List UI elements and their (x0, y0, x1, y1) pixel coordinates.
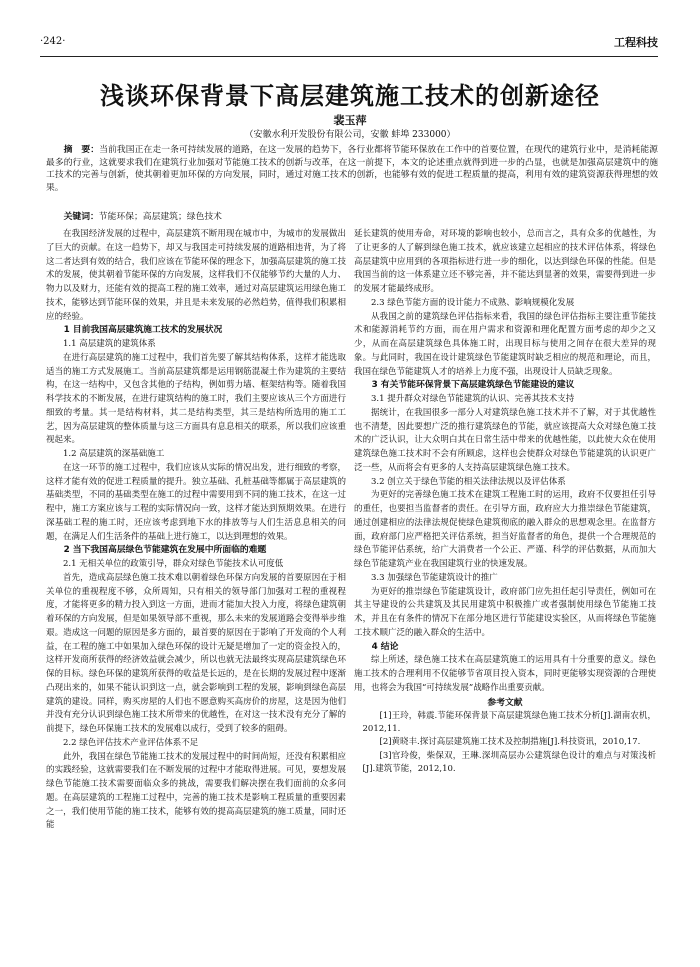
author-affiliation: （安徽水利开发股份有限公司，安徽 蚌埠 233000） (244, 130, 456, 140)
reference-item: [2]黄晓丰.探讨高层建筑施工技术及控制措施[J].科技资讯，2010,17. (379, 737, 641, 748)
page-header (40, 28, 658, 52)
subsection-heading: 3.2 创立关于绿色节能的相关法律法规以及评估体系 (371, 476, 566, 487)
references-title: 参考文献 (487, 697, 523, 708)
article-title: 浅谈环保背景下高层建筑施工技术的创新途径 (100, 82, 600, 110)
subsection-heading: 3.1 提升群众对绿色节能建筑的认识、完善其技术支持 (371, 394, 575, 404)
section-heading: 3 有关节能环保背景下高层建筑绿色节能建设的建议 (371, 380, 575, 391)
article-author: 裴玉萍 (333, 114, 367, 127)
section-heading: 1 目前我国高层建筑施工技术的发展状况 (63, 325, 223, 336)
subsection-heading: 2.1 无相关单位的政策引导，群众对绿色节能技术认可度低 (63, 559, 284, 569)
body-paragraph: 据统计，在我国很多一部分人对建筑绿色施工技术并不了解，对于其优越性也不清楚，因此要想广泛的推行建筑绿色的节能，就应该提高大众对绿色施工技术的广泛认识，让大众明白其在日常生活中带来的优越性能，以此使大众在使用建筑绿色施工技术时不会有所顾虑，这样也会使群众对绿色节能建筑的认识更广泛一些，从而将会有更多的人支持高层建筑绿色施工技术。 (354, 407, 656, 473)
section-heading: 4 结论 (371, 641, 399, 652)
body-paragraph: 在进行高层建筑的施工过程中，我们首先要了解其结构体系，这样才能选取适当的施工方式发展施工。当前高层建筑都是运用钢筋混凝土作为建筑的主要结构，在这一结构中，又包含其他的子结构，例如剪力墙、框架结构等。随着我国科学技术的不断发展，在进行建筑结构的施工时，我们主要应该从三个方面进行细致的考量。其一是结构材料，其二是结构类型，其三是结构所选用的施工工艺，因为高层建筑的整体质量与这三方面具有息息相关的联系，所以我们应该重视起来。 (46, 352, 346, 446)
keywords (46, 209, 658, 222)
body-paragraph: 从我国之前的建筑绿色评估指标来看，我国的绿色评估指标主要注重节能技术和能源消耗节约方面，而在用户需求和资源和理化配置方面考虑的却少之又少，从而在高层建筑绿色具体施工时，出现目标与使用之间存在很大差异的现象。与此同时，我国在设计建筑绿色节能建筑时缺乏相应的规范和理论，而且，我国在绿色节能建筑人才的培养上力度不强，出现设计人员缺乏现象。 (354, 311, 656, 377)
body-paragraph: 为更好的推崇绿色节能建筑设计，政府部门应先担任起引导责任，例如可在其主导建设的公共建筑及其民用建筑中积极推广或者强制使用绿色节能施工技术，并且在有条件的情况下在部分地区进行节能建设实验区，从而将绿色节能施工技术顺广泛的融入群众的生活中。 (354, 586, 656, 638)
subsection-heading: 3.3 加强绿色节能建筑设计的推广 (371, 572, 498, 583)
journal-name: 工程科技 (614, 36, 658, 49)
abstract (46, 144, 658, 195)
body-column-left (46, 228, 346, 833)
body-paragraph: 首先，造成高层绿色施工技术难以朝着绿色环保方向发展的首要原因在于相关单位的重视程度不够，众所周知，只有相关的领导部门加强对工程的重视程度，才能将更多的精力投入到这一方面，进而才能加大投入力度，将绿色建筑朝着环保的方向发展，但是如果领导部不重视，那么未来的发展道路会变得举步维艰。造成这一问题的原因是多方面的，最首要的原因在于影响了开发商的个人利益，在工程的施工中如果加入绿色环保的设计无疑是增加了一定的资金投入的，这样开发商所获得的经济效益就会减少，所以也就无法最终实现高层建筑绿色环保的目标。绿色环保的建筑所获得的收益是长远的，是在长期的发展过程中逐渐凸现出来的，如果不能认识到这一点，就会影响到工程的发展，影响到绿色高层建筑的建设。同样，购买房屋的人们也不愿意购买高房价的房屋，这是因为他们并没有充分认识到绿色施工技术所带来的优越性，在对这一技术没有充分了解的前提下，绿色环保施工技术的发展难以成行，受到了较多的阻碍。 (46, 572, 346, 734)
body-paragraph: 此外，我国在绿色节能施工技术的发展过程中的时间尚短，还没有积累相应的实践经验，这就需要我们在不断发展的过程中才能取得进展。可见，要想发展绿色节能施工技术需要面临众多的挑战，需要我们解决摆在我们面前的众多问题。在高层建筑的工程施工过程中，完善的施工技术是影响工程质量的重要因素之一，我们使用节能的施工技术，能够有效的提高高层建筑的施工质量，同时还能 (46, 751, 346, 831)
body-column-right (354, 228, 656, 777)
body-paragraph: 在我国经济发展的过程中，高层建筑不断用现在城市中，为城市的发展做出了巨大的贡献。在这一趋势下，却又与我国走可持续发展的道路相违背，为了将这二者达到有效的结合，我们应该在节能环保的理念下，加强高层建筑的施工技术的发展，使其朝着节能环保的方向发展，这样我们不仅能够节约大量的人力、物力以及财力，还能有效的提高工程的施工效率，通过对高层建筑运用绿色施工技术，能够达到节能环保的效果，并且是未来发展的必然趋势，值得我们积累相应的经验。 (46, 229, 346, 322)
references-list (354, 710, 656, 777)
reference-item: [1]王玲，韩震.节能环保背景下高层建筑绿色施工技术分析[J].湖南农机，2012,11. (362, 710, 656, 734)
body-paragraph: 综上所述，绿色施工技术在高层建筑施工的运用具有十分重要的意义。绿色施工技术的合理利用不仅能够节省项目投入资本，同时更能够实现资源的合理使用，也将会为我国“可持续发展”战略作出重要贡献。 (354, 655, 656, 693)
abstract-label: 摘 要： (63, 145, 100, 155)
reference-item: [3]官玲俊，柴保双，王琳.深圳高层办公建筑绿色设计的难点与对策浅析[J].建筑节能，2012,10. (362, 750, 656, 775)
body-paragraph: 延长建筑的使用寿命，对环境的影响也较小，总而言之，具有众多的优越性，为了让更多的人了解到绿色施工技术，就应该建立起相应的技术评估体系，将绿色高层建筑中应用到的各项指标进行进一步的细化，以达到绿色环保的性能。但是我国当前的这一体系建立还不够完善，并不能达到显著的效果，需要得到进一步的发展才能最终成形。 (354, 229, 656, 294)
subsection-heading: 2.3 绿色节能方面的设计能力不成熟、影响规模化发展 (371, 297, 575, 308)
header-rule (40, 56, 658, 57)
body-paragraph: 为更好的完善绿色施工技术在建筑工程施工时的运用，政府不仅要担任引导的重任，也要担当监督者的责任。在引导方面，政府应大力推崇绿色节能建筑，通过创建相应的法律法规促使绿色建筑彻底的融入群众的思想观念里。在监督方面，政府部门应严格把关评估系统，担当好监督者的角色，提供一个合理规范的绿色节能评估系统，给广大消费者一个公正、严谨、科学的评估数据，从而加大绿色节能建筑产业在我国建筑行业的快速发展。 (354, 490, 656, 569)
section-heading: 2 当下我国高层绿色节能建筑在发展中所面临的难题 (63, 545, 267, 556)
body-column-right-content (354, 228, 656, 696)
abstract-text: 当前我国正在走一条可持续发展的道路，在这一发展的趋势下，各行业都将节能环保放在工作中的首要位置，在现代的建筑行业中，是消耗能源最多的行业，这就要求我们在建筑行业加强对节能施工技术的创新与改革，在这一前提下，本文的论述重点就得到进一步的凸显，也就是加强高层建筑中的施工技术的完善与创新，使其朝着更加环保的方向发展，同时，通过对施工技术的创新，也能够有效的促进工程质量的提高，利用有效的建筑资源获得理想的效果。 (46, 145, 658, 194)
subsection-heading: 1.1 高层建筑的建筑体系 (63, 339, 156, 349)
page-number: ·242· (40, 36, 66, 47)
subsection-heading: 1.2 高层建筑的深基础施工 (63, 449, 165, 459)
body-paragraph: 在这一环节的施工过程中，我们应该从实际的情况出发，进行细致的考察，这样才能有效的促进工程质量的提升。独立基础、孔桩基础等都属于高层建筑的基础类型，不同的基础类型在施工的过程中需要用到不同的施工技术，在这一过程中，施工方案应该与工程的实际情况向一致，这样才能达到预期效果。在进行深基础工程的施工时，还应该考虑到地下水的排放等与人们生活息息相关的问题，在满足人们生活条件的基础上进行施工，以达到理想的效果。 (46, 462, 346, 542)
subsection-heading: 2.2 绿色评估技术产业评估体系不足 (63, 737, 199, 748)
keywords-label: 关键词： (63, 212, 99, 222)
keywords-text: 节能环保；高层建筑；绿色技术 (98, 212, 222, 222)
